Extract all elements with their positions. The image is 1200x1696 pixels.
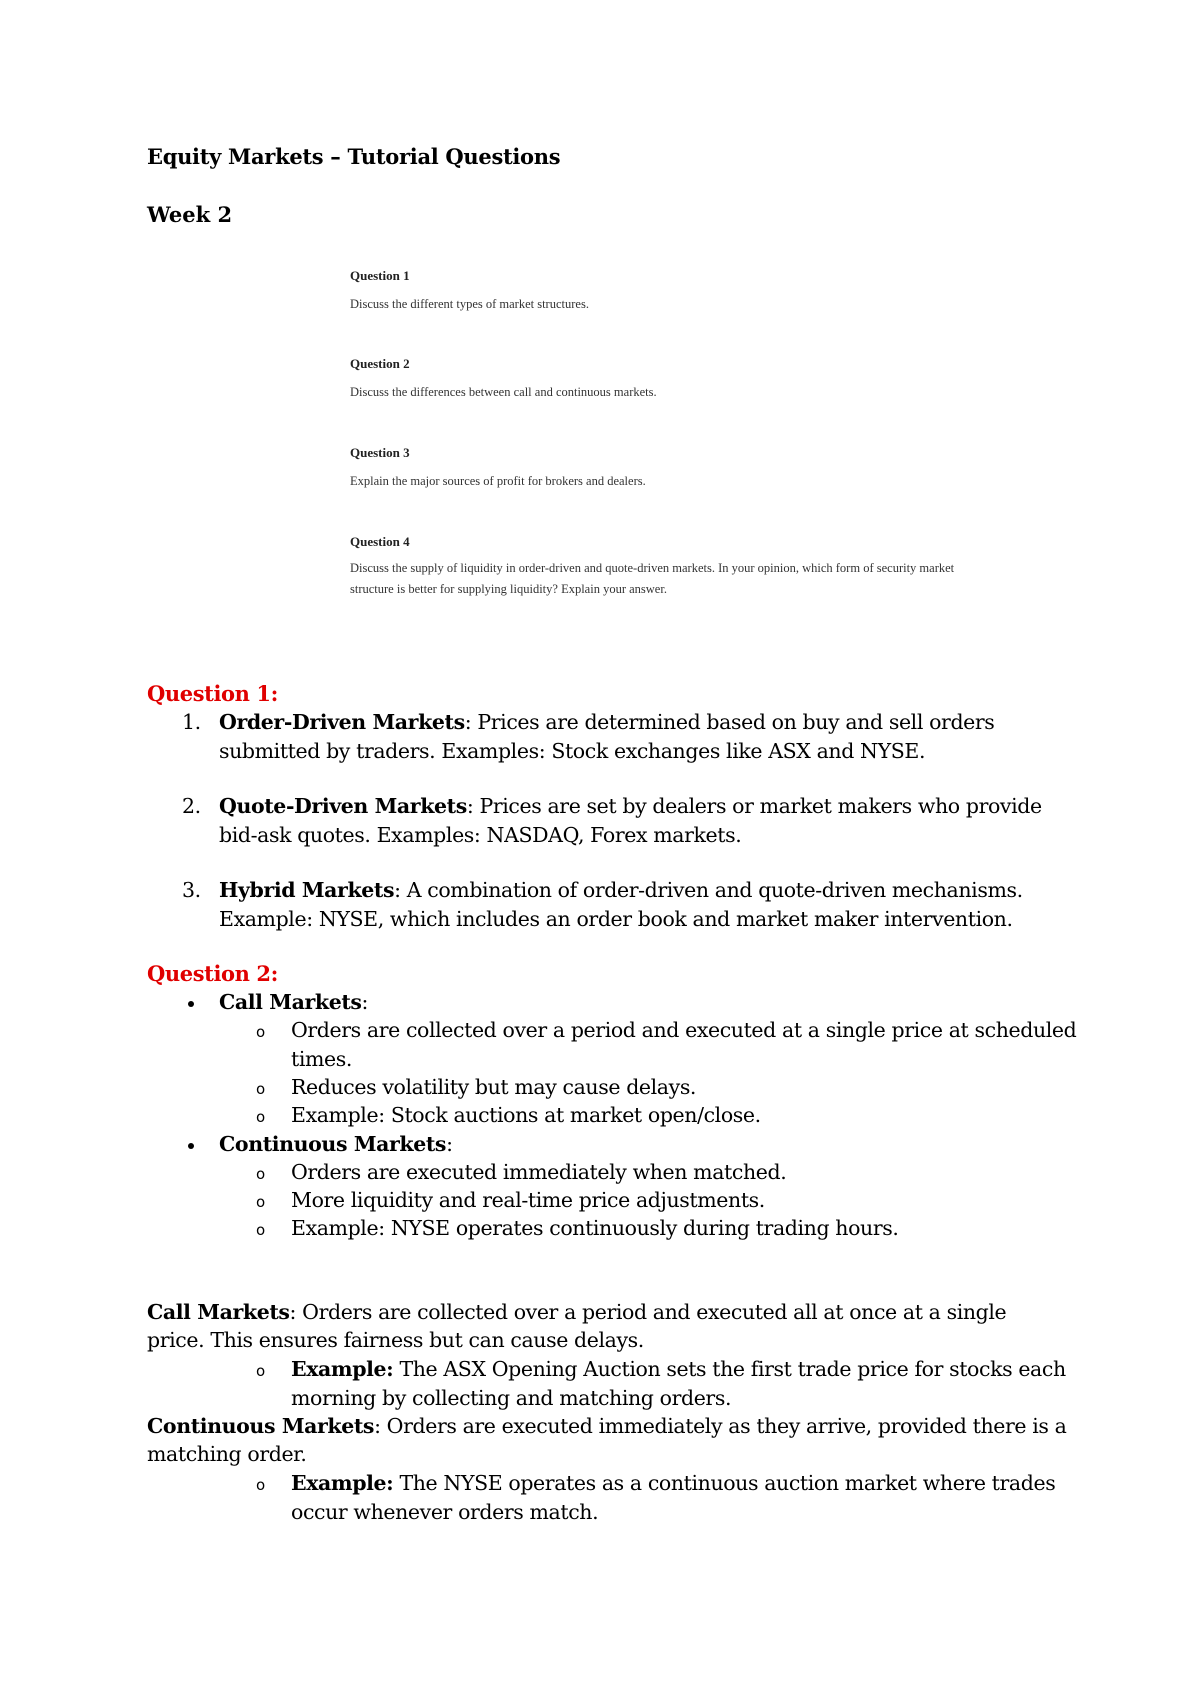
colon: : <box>361 990 369 1014</box>
sub-bullet-icon: o <box>256 1080 266 1098</box>
image-question-text: Explain the major sources of profit for brokers and dealers. <box>350 474 646 488</box>
continuous-example <box>291 1469 1081 1526</box>
example-label: Example: <box>291 1357 394 1381</box>
sub-bullet-icon: o <box>256 1023 266 1041</box>
list-number: 1. <box>182 710 201 734</box>
description: : Prices are set by dealers or market makers who provide bid-ask quotes. Examples: NASDAQ, Forex markets. <box>219 794 1042 847</box>
sub-bullet-icon: o <box>256 1221 266 1239</box>
image-question-text: Discuss the differences between call and continuous markets. <box>350 385 657 399</box>
sub-bullet-icon: o <box>256 1165 266 1183</box>
colon: : <box>446 1132 453 1156</box>
image-question-heading: Question 4 <box>350 534 410 549</box>
sub-bullet-icon: o <box>256 1362 266 1380</box>
sub-item: Reduces volatility but may cause delays. <box>291 1075 697 1099</box>
term: Call Markets <box>219 990 362 1014</box>
term: Order-Driven Markets <box>219 710 465 734</box>
description: : Orders are executed immediately as they arrive, provided there is a matching order. <box>147 1414 1067 1466</box>
image-question-text: Discuss the supply of liquidity in order-driven and quote-driven markets. In your opinion, which form of security market structure is better for supplying liquidity? Explain your answer. <box>350 561 955 596</box>
question-2-heading: Question 2: <box>147 961 278 986</box>
continuous-markets-paragraph <box>147 1412 1067 1468</box>
term: Quote-Driven Markets <box>219 794 467 818</box>
image-question-heading: Question 2 <box>350 356 410 371</box>
sub-item: Example: Stock auctions at market open/close. <box>291 1103 761 1127</box>
list-text <box>219 792 1079 849</box>
image-question-2 <box>350 356 657 403</box>
image-question-heading: Question 3 <box>350 445 410 460</box>
description: : Prices are determined based on buy and sell orders submitted by traders. Examples: Stock exchanges like ASX and NYSE. <box>219 710 995 763</box>
questions-image <box>350 268 970 608</box>
bullet-item-call <box>219 988 368 1017</box>
list-number: 2. <box>182 794 201 818</box>
sub-item: Example: NYSE operates continuously during trading hours. <box>291 1216 899 1240</box>
bullet-icon <box>188 1001 194 1007</box>
sub-item: Orders are executed immediately when matched. <box>291 1160 787 1184</box>
sub-item: Orders are collected over a period and executed at a single price at scheduled times. <box>291 1018 1077 1071</box>
example-label: Example: <box>291 1471 394 1495</box>
term: Continuous Markets <box>147 1414 375 1438</box>
example-text: The ASX Opening Auction sets the first trade price for stocks each morning by collecting and matching orders. <box>291 1357 1066 1410</box>
question-1-heading: Question 1: <box>147 681 278 706</box>
document-title: Equity Markets – Tutorial Questions <box>147 144 561 169</box>
sub-bullet-icon: o <box>256 1193 266 1211</box>
sub-bullet-icon: o <box>256 1108 266 1126</box>
call-example <box>291 1355 1081 1412</box>
week-label: Week 2 <box>147 202 233 227</box>
term: Call Markets <box>147 1300 290 1324</box>
image-question-4 <box>350 534 970 600</box>
sub-bullet-icon: o <box>256 1476 266 1494</box>
bullet-icon <box>188 1143 194 1149</box>
image-question-text: Discuss the different types of market structures. <box>350 297 589 311</box>
sub-item: More liquidity and real-time price adjustments. <box>291 1188 765 1212</box>
list-item <box>147 876 1067 933</box>
list-text <box>219 876 1079 933</box>
image-question-3 <box>350 445 646 492</box>
image-question-heading: Question 1 <box>350 268 410 283</box>
list-item <box>147 792 1067 849</box>
term: Continuous Markets <box>219 1132 447 1156</box>
description: : A combination of order-driven and quote-driven mechanisms. Example: NYSE, which includes an order book and market maker intervention. <box>219 878 1023 931</box>
example-text: The NYSE operates as a continuous auction market where trades occur whenever orders match. <box>291 1471 1056 1524</box>
description: : Orders are collected over a period and executed all at once at a single price. This ensures fairness but can cause delays. <box>147 1300 1007 1352</box>
list-text <box>219 708 1079 765</box>
bullet-item-continuous <box>219 1130 453 1159</box>
call-markets-paragraph <box>147 1298 1067 1354</box>
list-item <box>147 708 1067 765</box>
image-question-1 <box>350 268 589 315</box>
term: Hybrid Markets <box>219 878 395 902</box>
list-number: 3. <box>182 878 201 902</box>
